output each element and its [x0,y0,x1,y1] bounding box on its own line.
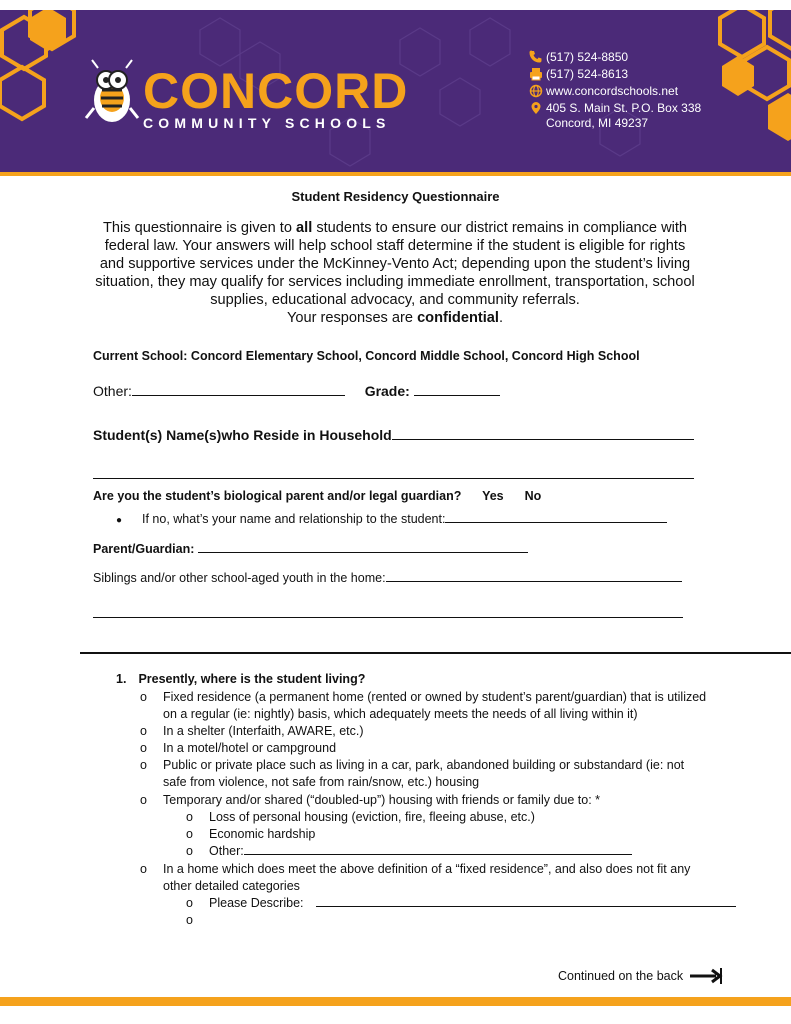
globe-icon [528,84,544,98]
students-row [93,427,694,443]
option-marker-icon: o [186,810,193,824]
option-marker-icon: o [186,844,193,858]
continued-on-back: Continued on the back [558,969,684,983]
location-pin-icon [528,101,544,115]
option-label: In a shelter (Interfaith, AWARE, etc.) [163,724,364,738]
website-link[interactable]: www.concordschools.net [546,84,679,98]
phone-icon [528,50,544,64]
grade-field[interactable] [414,395,500,396]
if-no-row [116,512,667,526]
siblings-field[interactable] [386,581,682,582]
question-1-title: 1. Presently, where is the student living? [116,672,366,686]
siblings-row [93,571,682,585]
students-field-continued[interactable] [93,478,694,479]
other-reason-field[interactable] [244,854,632,855]
section-divider [80,652,791,654]
footer-accent-bar [0,997,791,1006]
fax-printer-icon [528,67,544,81]
address-line-1: 405 S. Main St. P.O. Box 338 [546,101,702,115]
contact-address [528,101,702,130]
option-label: In a home which does meet the above definition of a “fixed residence”, and also does not fit any other detailed categories [163,862,691,893]
option-marker-icon: o [140,741,147,755]
grade-label: Grade: [364,383,410,399]
sub-option-label: Economic hardship [209,827,316,841]
option-label: In a motel/hotel or campground [163,741,337,755]
intro-emphasis-all: all [296,220,313,236]
contact-phone [528,50,701,67]
option-marker-icon: o [186,913,193,927]
parent-guardian-label: Parent/Guardian: [93,542,195,556]
option-marker-icon: o [186,827,193,841]
siblings-field-continued[interactable] [93,617,683,618]
option-marker-icon: o [140,724,147,738]
logo-title: CONCORD [143,63,409,119]
bullet-icon: ● [116,515,123,526]
siblings-label: Siblings and/or other school-aged youth in the home: [93,571,386,585]
no-option[interactable]: No [524,489,542,503]
letterhead-banner [0,10,791,172]
describe-field[interactable] [316,906,736,907]
intro-emphasis-confidential: confidential [417,310,499,326]
option-marker-icon: o [140,690,147,704]
option-label: Temporary and/or shared (“doubled-up”) housing with friends or family due to: * [163,793,601,807]
option-marker-icon: o [140,862,147,876]
option-marker-icon: o [140,758,147,772]
students-label: Student(s) Name(s)who Reside in Household [93,427,392,443]
contact-block [528,50,702,130]
other-field[interactable] [132,395,345,396]
address-line-2: Concord, MI 49237 [546,116,649,130]
option-marker-icon: o [186,896,193,910]
phone-number: (517) 524-8850 [546,50,629,64]
fax-number: (517) 524-8613 [546,67,629,81]
describe-label: Please Describe: [209,896,304,910]
parent-question: Are you the student’s biological parent and/or legal guardian? [93,489,462,503]
sub-option-label: Other: [209,844,244,858]
if-no-label: If no, what’s your name and relationship to the student: [142,512,446,526]
yes-option[interactable]: Yes [482,489,504,503]
contact-website [528,84,701,101]
hornet-mascot-icon [84,58,140,130]
document-title: Student Residency Questionnaire [291,189,500,204]
relationship-field[interactable] [445,522,667,523]
students-field[interactable] [392,439,694,440]
contact-fax [528,67,701,84]
header-accent-line [0,172,791,176]
parent-guardian-field[interactable] [198,552,528,553]
option-label: Fixed residence (a permanent home (rented or owned by student’s parent/guardian) that is utilized on a regular (ie: nightly) basis, which adequately meets the needs of all living within it) [163,690,707,721]
logo-subtitle: COMMUNITY SCHOOLS [143,115,391,131]
current-school-line: Current School: Concord Elementary School, Concord Middle School, Concord High School [93,349,640,363]
option-label: Public or private place such as living in a car, park, abandoned building or substandard (ie: not safe from violence, not safe from rain/snow, etc.) housing [163,758,685,789]
parent-guardian-row [93,542,528,556]
other-grade-row [93,383,500,399]
other-label: Other: [93,383,132,399]
intro-paragraph: This questionnaire is given to all students to ensure our district remains in compliance with federal law. Your answers will help school staff determine if the student is eligible for rights and supportive services under the McKinney-Vento Act; depending upon the student’s living situation, they may qualify for services including immediate enrollment, transportation, school supplies, educational advocacy, and community referrals. Your responses are confidential. [95,220,695,326]
option-marker-icon: o [140,793,147,807]
parent-question-row [93,489,541,503]
sub-option-label: Loss of personal housing (eviction, fire, fleeing abuse, etc.) [209,810,535,824]
arrow-right-icon [690,966,724,986]
